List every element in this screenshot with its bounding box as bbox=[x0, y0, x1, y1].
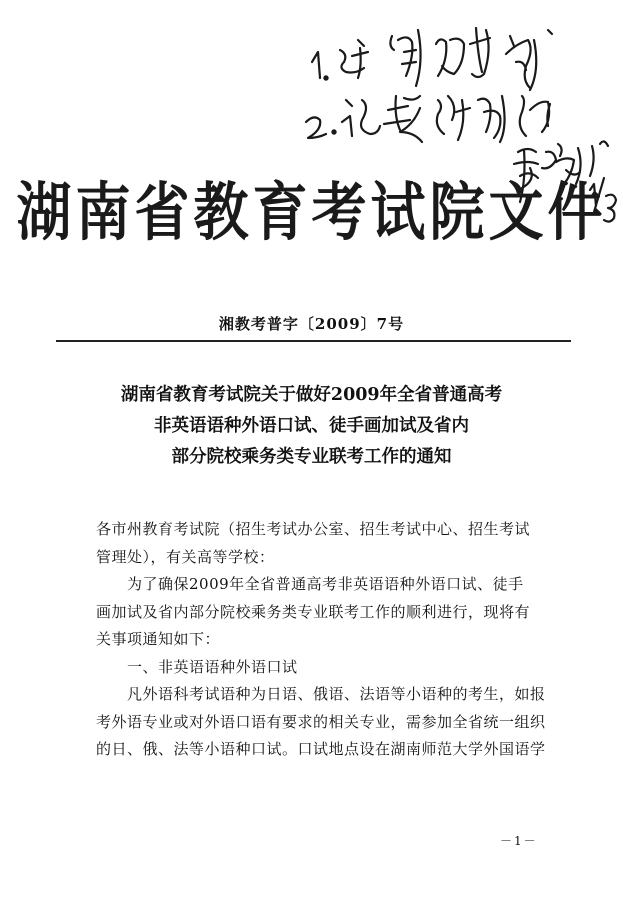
document-header-banner: 湖南省教育考试院文件 bbox=[16, 175, 607, 250]
body-line: 管理处），有关高等学校： bbox=[96, 547, 275, 566]
title-line: 非英语语种外语口试、徒手画加试及省内 bbox=[154, 416, 469, 436]
body-line: 画加试及省内部分院校乘务类专业联考工作的顺利进行，现将有 bbox=[96, 602, 531, 621]
body-line: 的日、俄、法等小语种口试。口试地点设在湖南师范大学外国语学 bbox=[96, 740, 546, 758]
document-number: 湘教考普字〔2009〕7号 bbox=[218, 315, 405, 333]
body-line: 为了确保2009年全省普通高考非英语语种外语口试、徒手 bbox=[96, 575, 524, 593]
body-line: 关事项通知如下： bbox=[96, 630, 221, 648]
body-line: 各市州教育考试院（招生考试办公室、招生考试中心、招生考试 bbox=[96, 520, 531, 538]
body-line: 考外语专业或对外语口语有要求的相关专业，需参加全省统一组织 bbox=[96, 712, 546, 731]
section-heading: 一、非英语语种外语口试 bbox=[96, 657, 298, 676]
notice-title bbox=[0, 380, 623, 473]
title-line: 部分院校乘务类专业联考工作的通知 bbox=[171, 447, 452, 467]
header-divider bbox=[56, 340, 571, 342]
page-number: －1－ bbox=[500, 834, 538, 848]
notice-body bbox=[96, 516, 556, 764]
body-line: 凡外语科考试语种为日语、俄语、法语等小语种的考生，如报 bbox=[96, 685, 546, 703]
title-line: 湖南省教育考试院关于做好2009年全省普通高考 bbox=[120, 385, 503, 405]
